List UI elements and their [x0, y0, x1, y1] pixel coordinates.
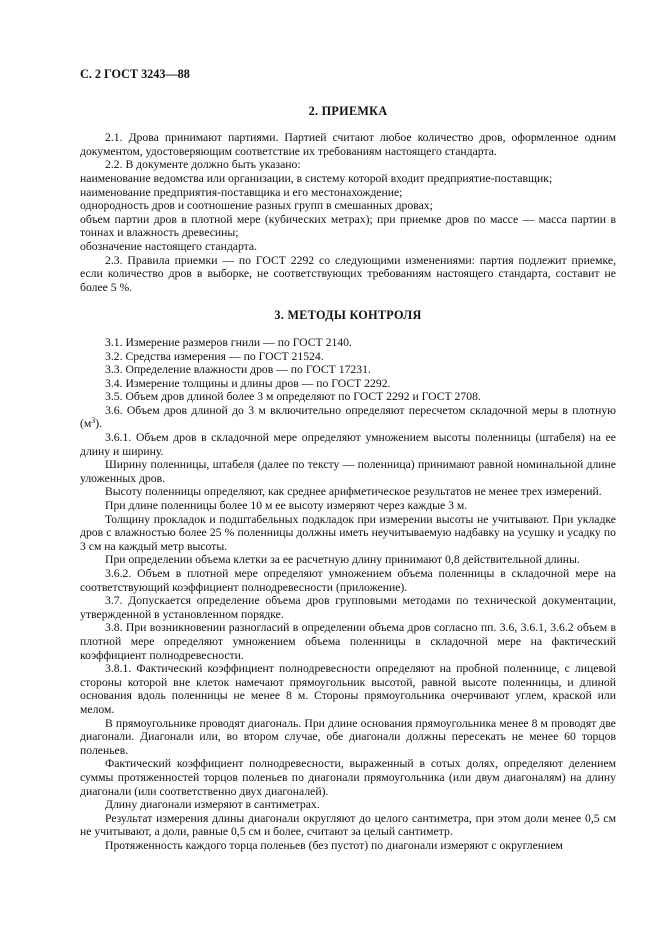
paragraph	[80, 131, 616, 158]
paragraph-text: Протяженность каждого торца поленьев (без пустот) по диагонали измеряют с округлением	[105, 838, 563, 852]
paragraph	[80, 158, 616, 172]
paragraph	[80, 458, 616, 485]
paragraph	[80, 254, 616, 295]
paragraph	[80, 186, 616, 200]
paragraph-text: наименование предприятия-поставщика и его местонахождение;	[80, 185, 403, 199]
section-title: 3. МЕТОДЫ КОНТРОЛЯ	[274, 308, 422, 323]
paragraph-text: однородность дров и соотношение разных групп в смешанных дровах;	[80, 199, 433, 213]
paragraph	[80, 240, 616, 254]
paragraph-text: Толщину прокладок и подштабельных подкладок при измерении высоты не учитывают. При укладке дров с влажностью более 25 % поленницы должны иметь неучитываемую надбавку на усушку и усадку по 3 см на каждый метр высоты.	[80, 512, 616, 553]
paragraph	[80, 377, 616, 391]
paragraph	[80, 390, 616, 404]
paragraph-text: 2.2. В документе должно быть указано:	[105, 158, 301, 172]
paragraph	[80, 839, 616, 853]
paragraph-text: Результат измерения длины диагонали округляют до целого сантиметра, при этом доли менее 0,5 см не учитывают, а доли, равные 0,5 см и более, считают за целый сантиметр.	[80, 811, 616, 839]
paragraph	[80, 213, 616, 240]
paragraph	[80, 336, 616, 350]
paragraph	[80, 594, 616, 621]
paragraph-text: 3.4. Измерение толщины и длины дров — по ГОСТ 2292.	[105, 376, 391, 390]
paragraph-text: 3.8. При возникновении разногласий в определении объема дров согласно пп. 3.6, 3.6.1, 3.6.2 объем в плотной мере определяют умножением объема поленницы в складочной мере на фактический коэффициент полнодревесности.	[80, 621, 616, 662]
paragraph-text: 3.3. Определение влажности дров — по ГОСТ 17231.	[105, 363, 371, 377]
paragraph-text: 2.3. Правила приемки — по ГОСТ 2292 со следующими изменениями: партия подлежит приемке, если количество дров в выборке, не соответствующих требованиям настоящего стандарта, составит не более 5 %.	[80, 253, 616, 294]
paragraph	[80, 172, 616, 186]
paragraph-text: 3.6.2. Объем в плотной мере определяют умножением объема поленницы в складочной мере на соответствующий коэффициент полнодревесности (приложение).	[80, 567, 616, 594]
paragraph	[80, 567, 616, 594]
paragraph	[80, 513, 616, 554]
paragraph-text: 3.7. Допускается определение объема дров групповыми методами по технической документации, утвержденной в установленном порядке.	[80, 594, 616, 621]
paragraph-text: Высоту поленницы определяют, как среднее арифметическое результатов не менее трех измерений.	[105, 485, 602, 499]
paragraph-text: При длине поленницы более 10 м ее высоту измеряют через каждые 3 м.	[105, 499, 468, 513]
paragraph	[80, 404, 616, 431]
paragraph	[80, 485, 616, 499]
paragraph-text: объем партии дров в плотной мере (кубических метрах); при приемке дров по массе — масса партии в тоннах и влажность древесины;	[80, 212, 616, 240]
superscript: 3	[91, 416, 96, 426]
paragraph	[80, 350, 616, 364]
document-page	[80, 68, 616, 852]
paragraph-text: 3.5. Объем дров длиной более 3 м определяют по ГОСТ 2292 и ГОСТ 2708.	[105, 390, 481, 404]
paragraph-text: наименование ведомства или организации, в систему которой входит предприятие-поставщик;	[80, 171, 553, 185]
paragraph-text: обозначение настоящего стандарта.	[80, 239, 258, 253]
paragraph-text: Фактический коэффициент полнодревесности, выраженный в сотых долях, определяют делением суммы протяженностей торцов поленьев по диагонали прямоугольника (или двум диагоналям) на длину диагонали (или соответственно двух диагоналей).	[80, 757, 616, 798]
paragraph-text: 3.2. Средства измерения — по ГОСТ 21524.	[105, 349, 324, 363]
paragraph	[80, 363, 616, 377]
paragraph	[80, 499, 616, 513]
paragraph-text: 3.1. Измерение размеров гнили — по ГОСТ 2140.	[105, 335, 352, 349]
section-acceptance	[80, 105, 616, 295]
paragraph-tail: ).	[95, 417, 103, 431]
paragraph	[80, 717, 616, 758]
paragraph	[80, 621, 616, 662]
paragraph-text: Длину диагонали измеряют в сантиметрах.	[105, 798, 320, 812]
section-title: 2. ПРИЕМКА	[308, 103, 388, 118]
paragraph	[80, 199, 616, 213]
paragraph-text: 2.1. Дрова принимают партиями. Партией считают любое количество дров, оформленное одним документом, удостоверяющим соответствие их требованиям настоящего стандарта.	[80, 131, 616, 158]
paragraph	[80, 757, 616, 798]
section-body	[80, 131, 616, 294]
paragraph-text: Ширину поленницы, штабеля (далее по тексту — поленница) принимают равной номинальной длине уложенных дров.	[80, 458, 616, 485]
paragraph	[80, 798, 616, 812]
paragraph-text: 3.8.1. Фактический коэффициент полнодревесности определяют на пробной поленнице, с лицевой стороны которой вне клеток намечают прямоугольник высотой, равной высоте поленницы, и длиной основания вдоль поленницы не менее 8 м. Стороны прямоугольника очерчивают углем, краской или мелом.	[80, 662, 616, 716]
section-control-methods	[80, 309, 616, 852]
paragraph	[80, 553, 616, 567]
running-head: С. 2 ГОСТ 3243—88	[80, 67, 190, 81]
paragraph-text: 3.6.1. Объем дров в складочной мере определяют умножением высоты поленницы (штабеля) на ее длину и ширину.	[80, 431, 616, 458]
paragraph-text: При определении объема клетки за ее расчетную длину принимают 0,8 действительной длины.	[105, 553, 580, 567]
paragraph-text: 3.6. Объем дров длиной до 3 м включительно определяют пересчетом складочной меры в плотную (м	[80, 403, 616, 431]
paragraph	[80, 812, 616, 839]
section-body	[80, 336, 616, 853]
paragraph	[80, 662, 616, 716]
paragraph	[80, 431, 616, 458]
paragraph-text: В прямоугольнике проводят диагональ. При длине основания прямоугольника менее 8 м проводят две диагонали. Диагонали или, во втором случае, обе диагонали должны пересекать не менее 60 торцов поленьев.	[80, 716, 616, 757]
